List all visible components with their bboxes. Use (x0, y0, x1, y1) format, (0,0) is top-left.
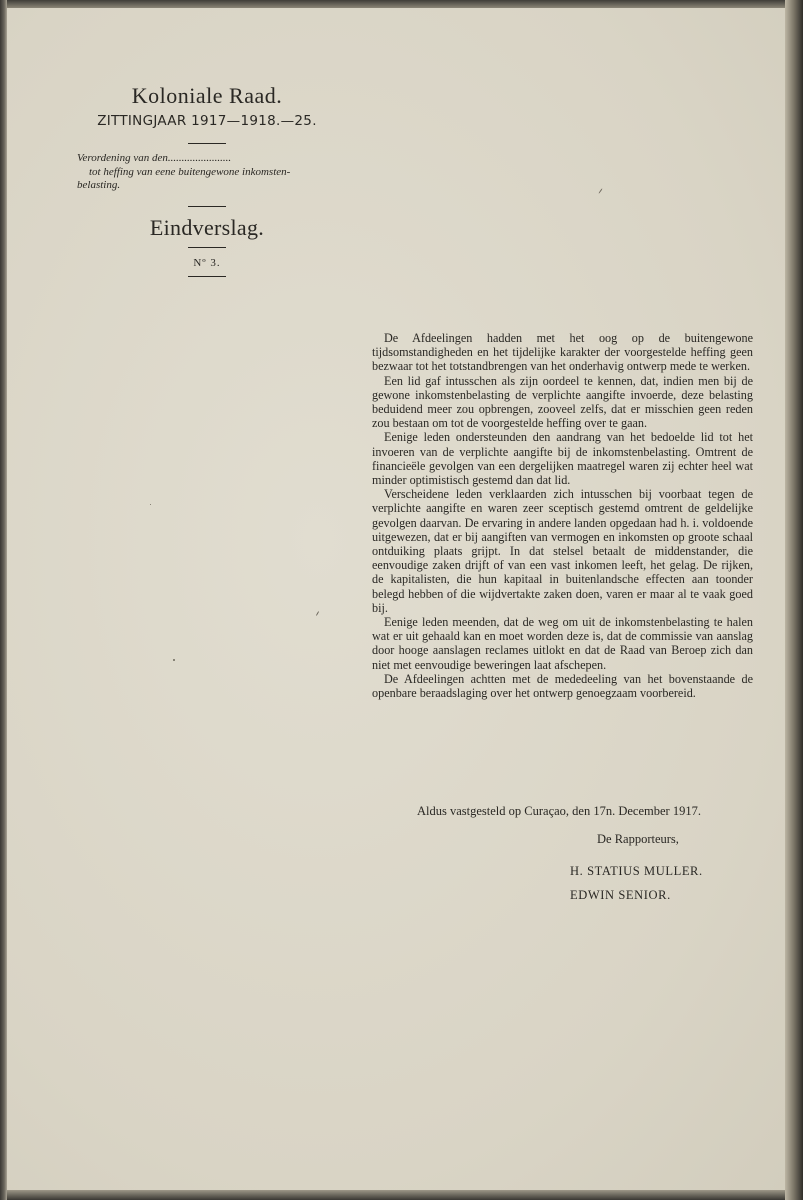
rapporteurs-label: De Rapporteurs, (597, 832, 679, 846)
right-edge-shadow (785, 0, 803, 1200)
paper-speck (150, 504, 151, 505)
report-body (372, 331, 753, 700)
top-edge-shadow (7, 0, 803, 8)
subject-line-1: Verordening van den....................... (77, 152, 232, 164)
paper-sheet (7, 8, 785, 1190)
document-type: Eindverslag. (149, 214, 265, 240)
session-year: ZITTINGJAAR 1917—1918.—25. (97, 113, 317, 129)
paragraph: Verscheidene leden verklaarden zich intusschen bij voorbaat tegen de verplichte aangifte en waren zeer sceptisch gestemd omtrent de geldelijke gevolgen daarvan. De ervaring in andere landen opgedaan had h. i. voldoende uitgewezen, dat er bij aangiften van vermogen en inkomsten op groote schaal ontduiking plaats grijpt. In dat stelsel betaalt de middenstander, die eenvoudige zaken drijft of van een vast inkomen leeft, het gelag. De rijken, de kapitalisten, die hun kapitaal in buitenlandsche effecten aan toonder belegd hebben of die wijdvertakte zaken doen, varen er maar al te vaak goed bij. (372, 487, 753, 615)
subject-line-2: tot heffing van eene buitengewone inkomsten- (89, 165, 291, 178)
paragraph: De Afdeelingen achtten met de mededeeling van het bovenstaande de openbare beraadslaging over het ontwerp genoegzaam voorbereid. (372, 671, 753, 701)
paper-speck (316, 611, 319, 616)
subject-line-3: belasting. (77, 179, 121, 191)
divider (188, 206, 226, 207)
signatory-1: H. STATIUS MULLER. (570, 864, 703, 878)
paragraph: Een lid gaf intusschen als zijn oordeel te kennen, dat, indien men bij de gewone inkomstenbelasting de verplichte aangifte invoerde, deze belasting beduidend meer zou opbrengen, zooveel zelfs, dat er misschien geen reden zou bestaan om tot de voorgestelde heffing over te gaan. (372, 373, 753, 431)
paragraph: Eenige leden meenden, dat de weg om uit de inkomstenbelasting te halen wat er uit gehaald kan en moet worden deze is, dat de commissie van aanslag door hooge aanslagen reclames uitlokt en dat de Raad van Beroep zich dan niet met eenvoudige beweringen laat afschepen. (372, 615, 753, 672)
divider (188, 143, 226, 144)
ordinance-subject (77, 152, 337, 193)
council-title: Koloniale Raad. (131, 83, 283, 108)
divider (188, 276, 226, 277)
divider (188, 247, 226, 248)
binding-edge (0, 0, 7, 1200)
closing-block (372, 803, 753, 903)
place-date-line: Aldus vastgesteld op Curaçao, den 17n. December 1917. (417, 804, 701, 818)
signatory-2: EDWIN SENIOR. (570, 888, 671, 902)
document-number: Nº 3. (193, 256, 221, 269)
bottom-edge-shadow (7, 1190, 803, 1200)
paper-speck (598, 188, 602, 193)
paragraph: De Afdeelingen hadden met het oog op de buitengewone tijdsomstandigheden en het tijdelijke karakter der voorgestelde heffing geen bezwaar tot het totstandbrengen van het onderhavig ontwerp mede te werken. (372, 331, 753, 374)
paper-speck (173, 659, 175, 661)
document-header (77, 82, 337, 277)
paragraph: Eenige leden ondersteunden den aandrang van het bedoelde lid tot het invoeren van de verplichte aangifte bij de inkomstenbelasting. Omtrent de financieële gevolgen van een dergelijken maatregel waren zij echter heel wat minder optimistisch gestemd dan dat lid. (372, 430, 753, 488)
